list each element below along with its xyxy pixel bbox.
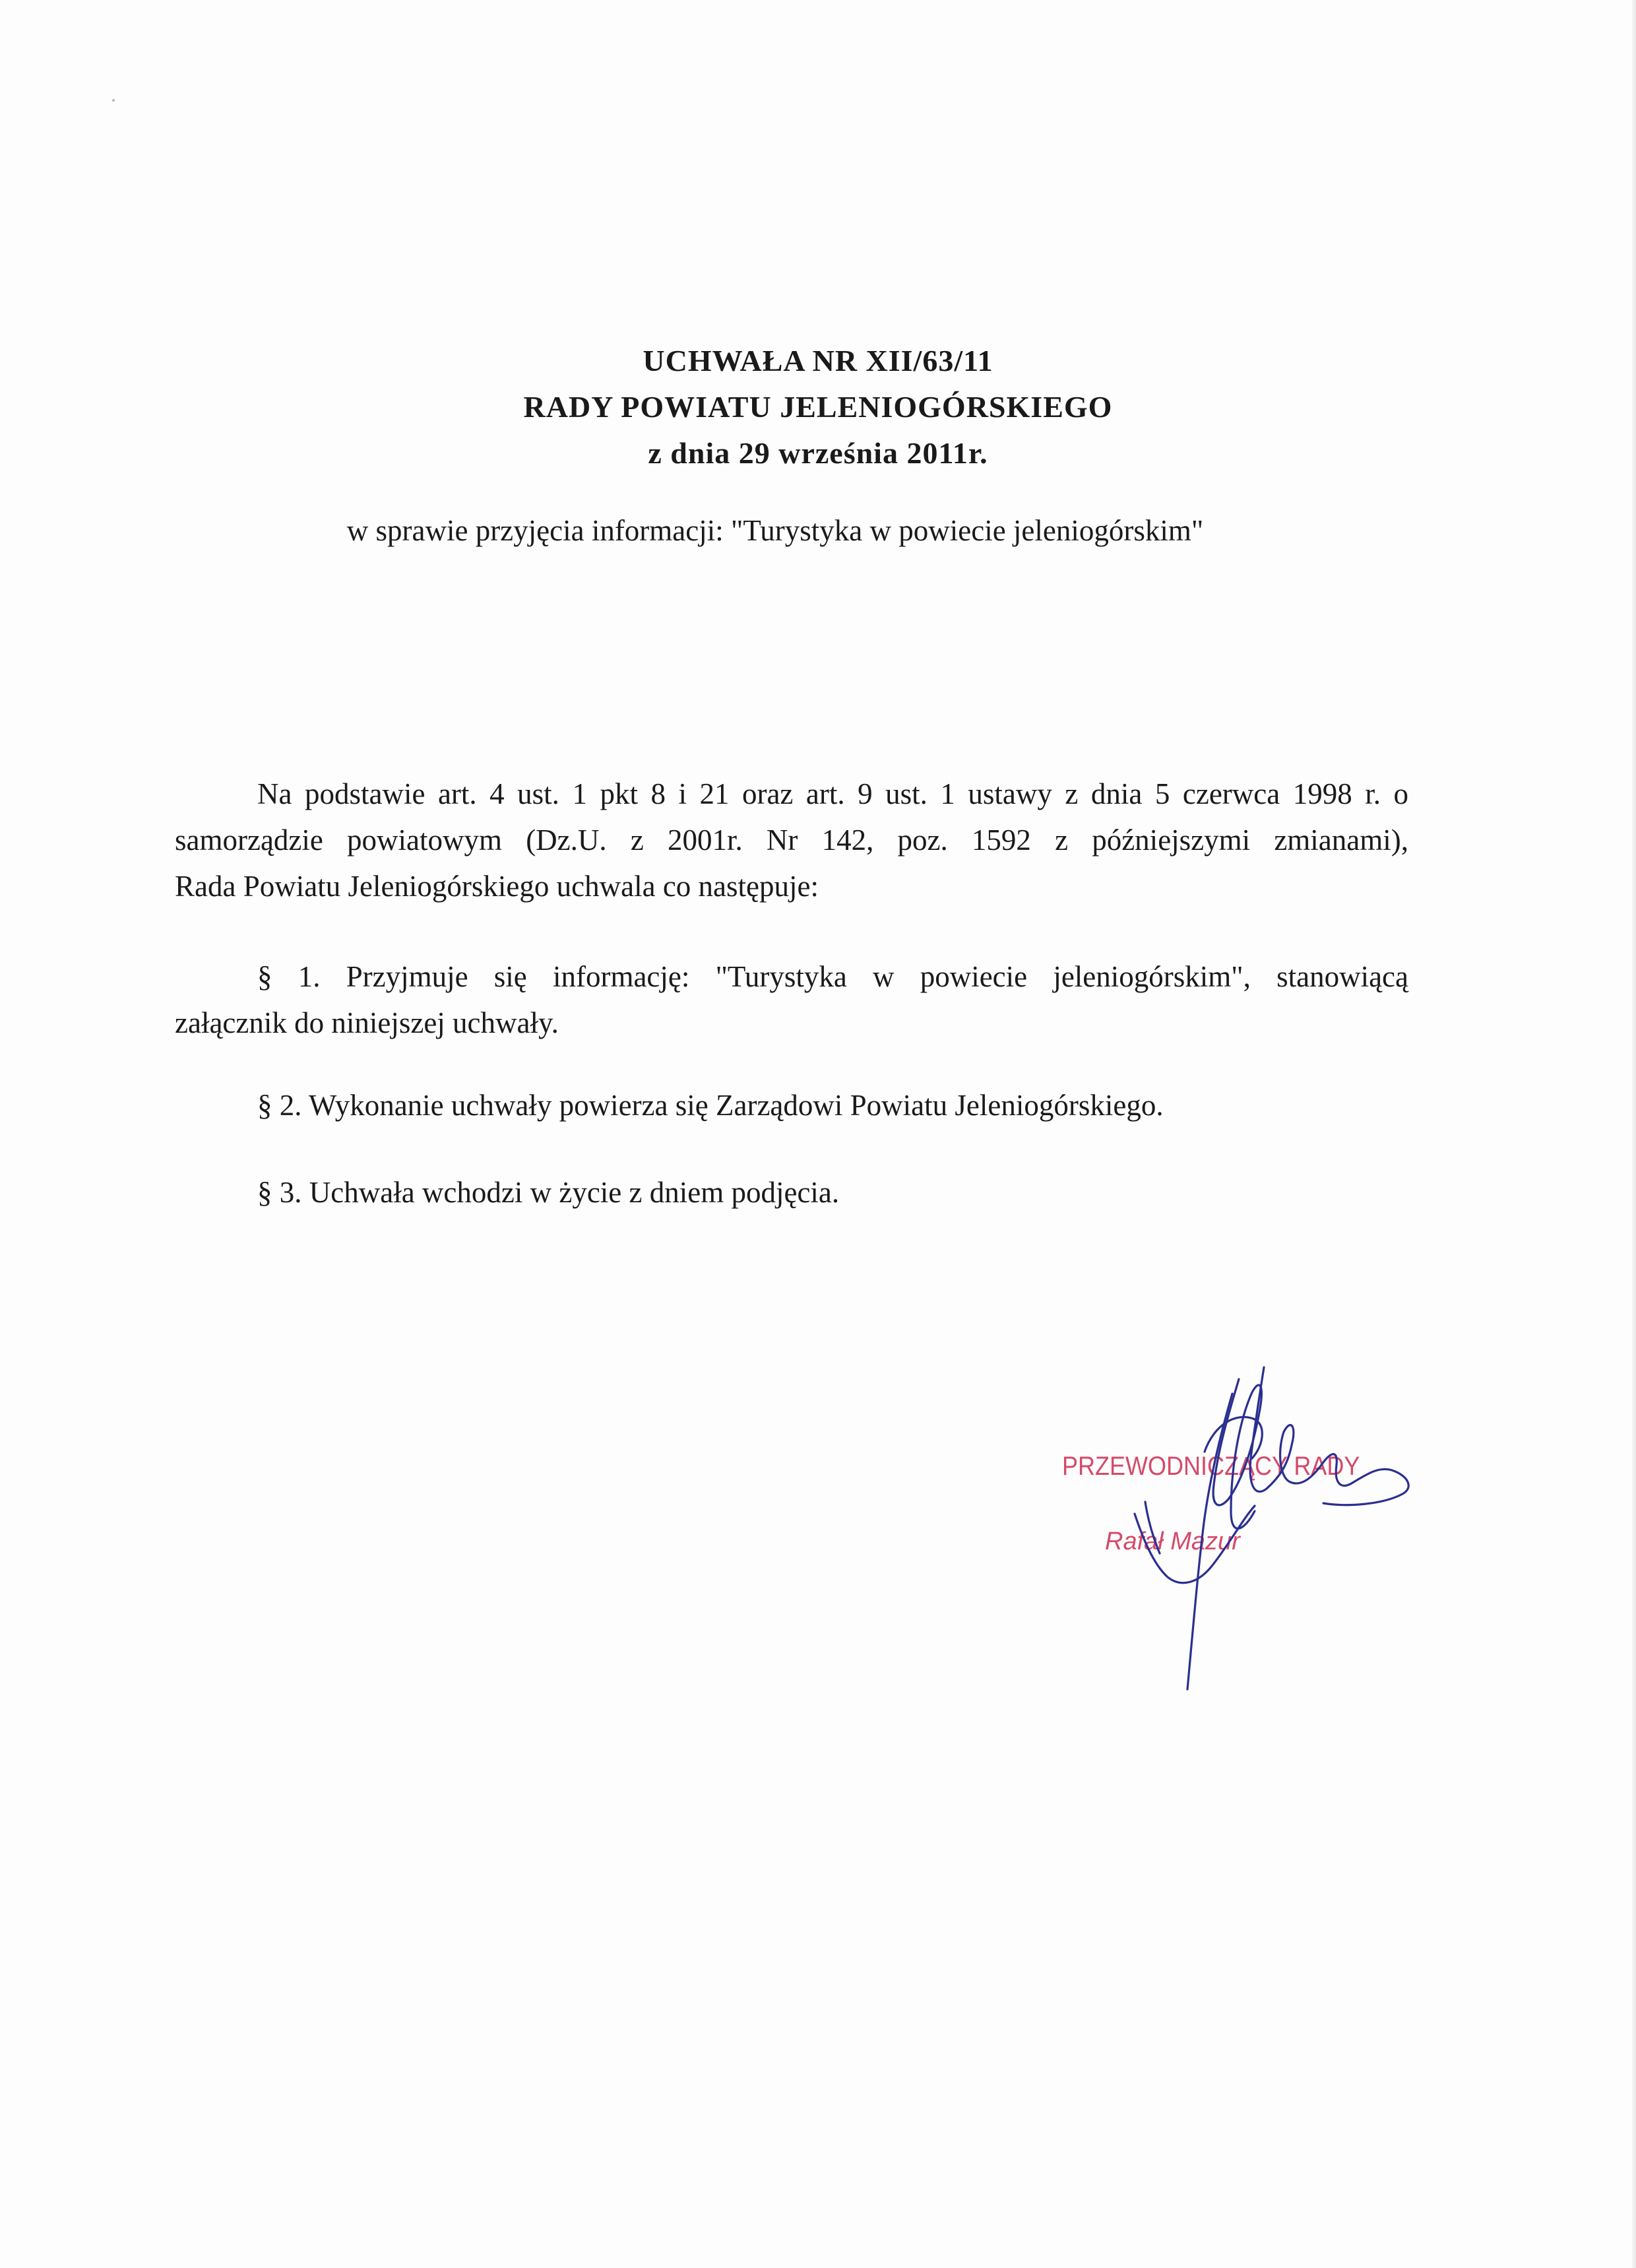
handwritten-signature: [1082, 1346, 1425, 1716]
section-3: [175, 1169, 1408, 1215]
section-1: [175, 954, 1408, 1046]
council-name: RADY POWIATU JELENIOGÓRSKIEGO: [523, 390, 1113, 424]
section-2: [175, 1082, 1408, 1128]
stamp-title: PRZEWODNICZĄCY RADY: [1062, 1452, 1360, 1481]
scan-speck: [112, 99, 115, 102]
section-2-text: § 2. Wykonanie uchwały powierza się Zarządowi Powiatu Jeleniogórskiego.: [257, 1089, 1164, 1122]
legal-basis-paragraph: [175, 771, 1408, 909]
scan-edge: [1632, 0, 1636, 2268]
legal-basis-line-1: Na podstawie art. 4 ust. 1 pkt 8 i 21 oraz art. 9 ust. 1 ustawy z dnia 5 czerwca 1998 r. o: [257, 777, 1408, 810]
stamp-name: Rafał Mazur: [1105, 1528, 1240, 1555]
resolution-date: z dnia 29 września 2011r.: [648, 436, 988, 470]
section-3-text: § 3. Uchwała wchodzi w życie z dniem podjęcia.: [257, 1176, 840, 1209]
section-1-line-2: załącznik do niniejszej uchwały.: [175, 1006, 559, 1039]
section-1-line-1: § 1. Przyjmuje się informację: "Turystyka w powiecie jeleniogórskim", stanowiącą: [257, 960, 1408, 993]
resolution-subject: w sprawie przyjęcia informacji: "Turystyka w powiecie jeleniogórskim": [346, 514, 1204, 547]
legal-basis-line-3: Rada Powiatu Jeleniogórskiego uchwala co następuje:: [175, 870, 819, 903]
resolution-number: UCHWAŁA NR XII/63/11: [643, 344, 993, 377]
legal-basis-line-2: samorządzie powiatowym (Dz.U. z 2001r. Nr 142, poz. 1592 z późniejszymi zmianami),: [175, 824, 1408, 857]
